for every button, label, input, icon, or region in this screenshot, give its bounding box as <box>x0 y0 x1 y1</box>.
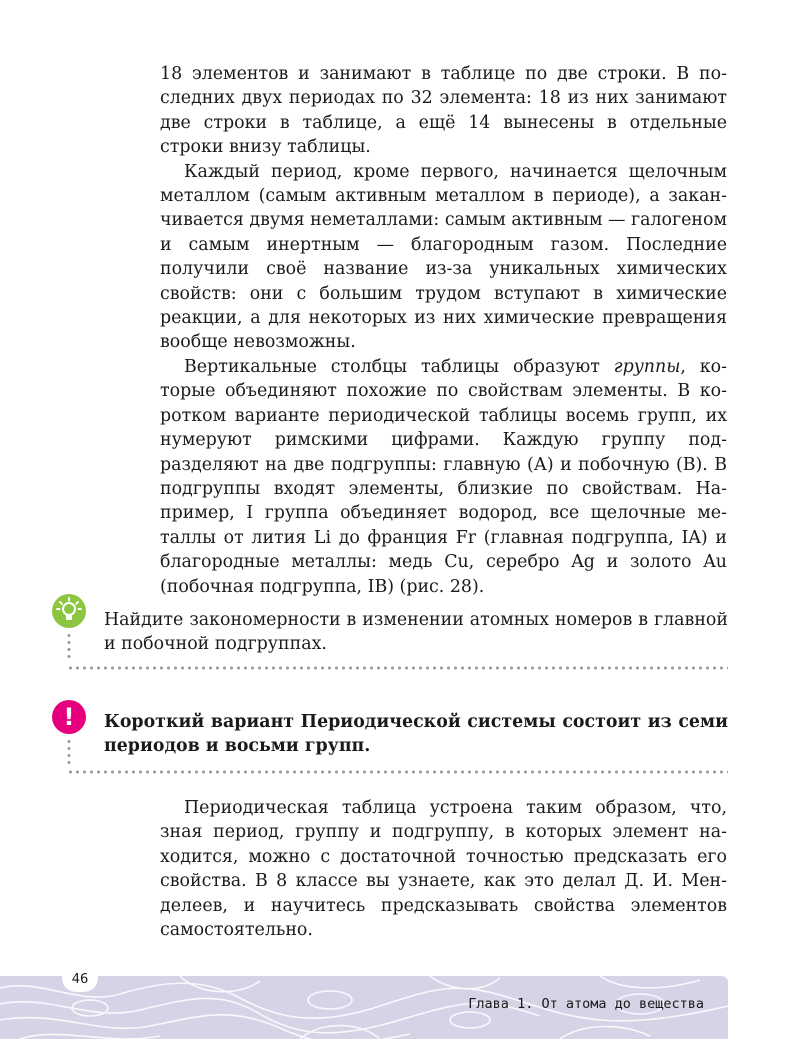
page-number: 46 <box>62 968 98 992</box>
groups-text-start: Вертикальные столбцы таблицы образуют <box>184 356 614 377</box>
paragraph-prediction: Периодическая таблица устроена таким образом, что, зная период, группу и подгруппу, в которых элемент находится, можно с достаточной точностью предсказать его свойства. В 8 классе вы узнаете, как это делал Д. И. Менделеев, и научитесь предсказывать свойства элементов самостоятельно. <box>160 798 727 941</box>
paragraph-period-structure: Каждый период, кроме первого, начинается щелочным металлом (самым активным металлом в периоде), а заканчивается двумя неметаллами: самым активным — галогеном и самым инертным — благородным газом. Последние получили своё название из-за уникальных химических свойств: они с большим трудом вступают в химические реакции, а для некоторых из них химические превращения вообще невозможны. <box>160 161 727 353</box>
lightbulb-icon <box>52 594 86 628</box>
exclamation-icon <box>52 700 86 734</box>
term-groups: группы <box>613 356 681 377</box>
closing-text <box>160 796 727 942</box>
chapter-title: Глава 1. От атома до вещества <box>468 996 704 1012</box>
paragraph-periods: 18 элементов и занимают в таблице по две строки. В последних двух периодах по 32 элемента: 18 из них занимают две строки в таблице, а ещё 14 вынесены в отдельные строки внизу таблицы. <box>160 64 727 158</box>
dotted-line-vertical <box>67 632 71 662</box>
dotted-line-horizontal <box>67 770 728 774</box>
groups-text-rest: , которые объединяют похожие по свойствам элементы. В коротком варианте периодической таблицы восемь групп, их нумеруют римскими цифрами. Каждую группу подразделяют на две подгруппы: главную (А) и побочную (В). В подгруппы входят элементы, близкие по свойствам. Например, I группа объединяет водород, все щелочные металлы от лития Li до франция Fr (главная подгруппа, IA) и благородные металлы: медь Cu, серебро Ag и золото Au (побочная подгруппа, IB) (рис. 28). <box>160 356 727 597</box>
dotted-line-horizontal <box>67 666 728 670</box>
paragraph-groups <box>160 355 727 599</box>
dotted-line-vertical <box>67 738 71 768</box>
hint-callout <box>52 594 728 674</box>
footer-band <box>0 976 728 1039</box>
note-callout <box>52 700 728 780</box>
exclamation-symbol: ! <box>63 703 75 731</box>
main-text <box>160 62 727 599</box>
note-text: Короткий вариант Периодической системы состоит из семи периодов и восьми групп. <box>104 712 728 757</box>
hint-text: Найдите закономерности в изменении атомных номеров в главной и побочной подгруппах. <box>104 610 728 655</box>
